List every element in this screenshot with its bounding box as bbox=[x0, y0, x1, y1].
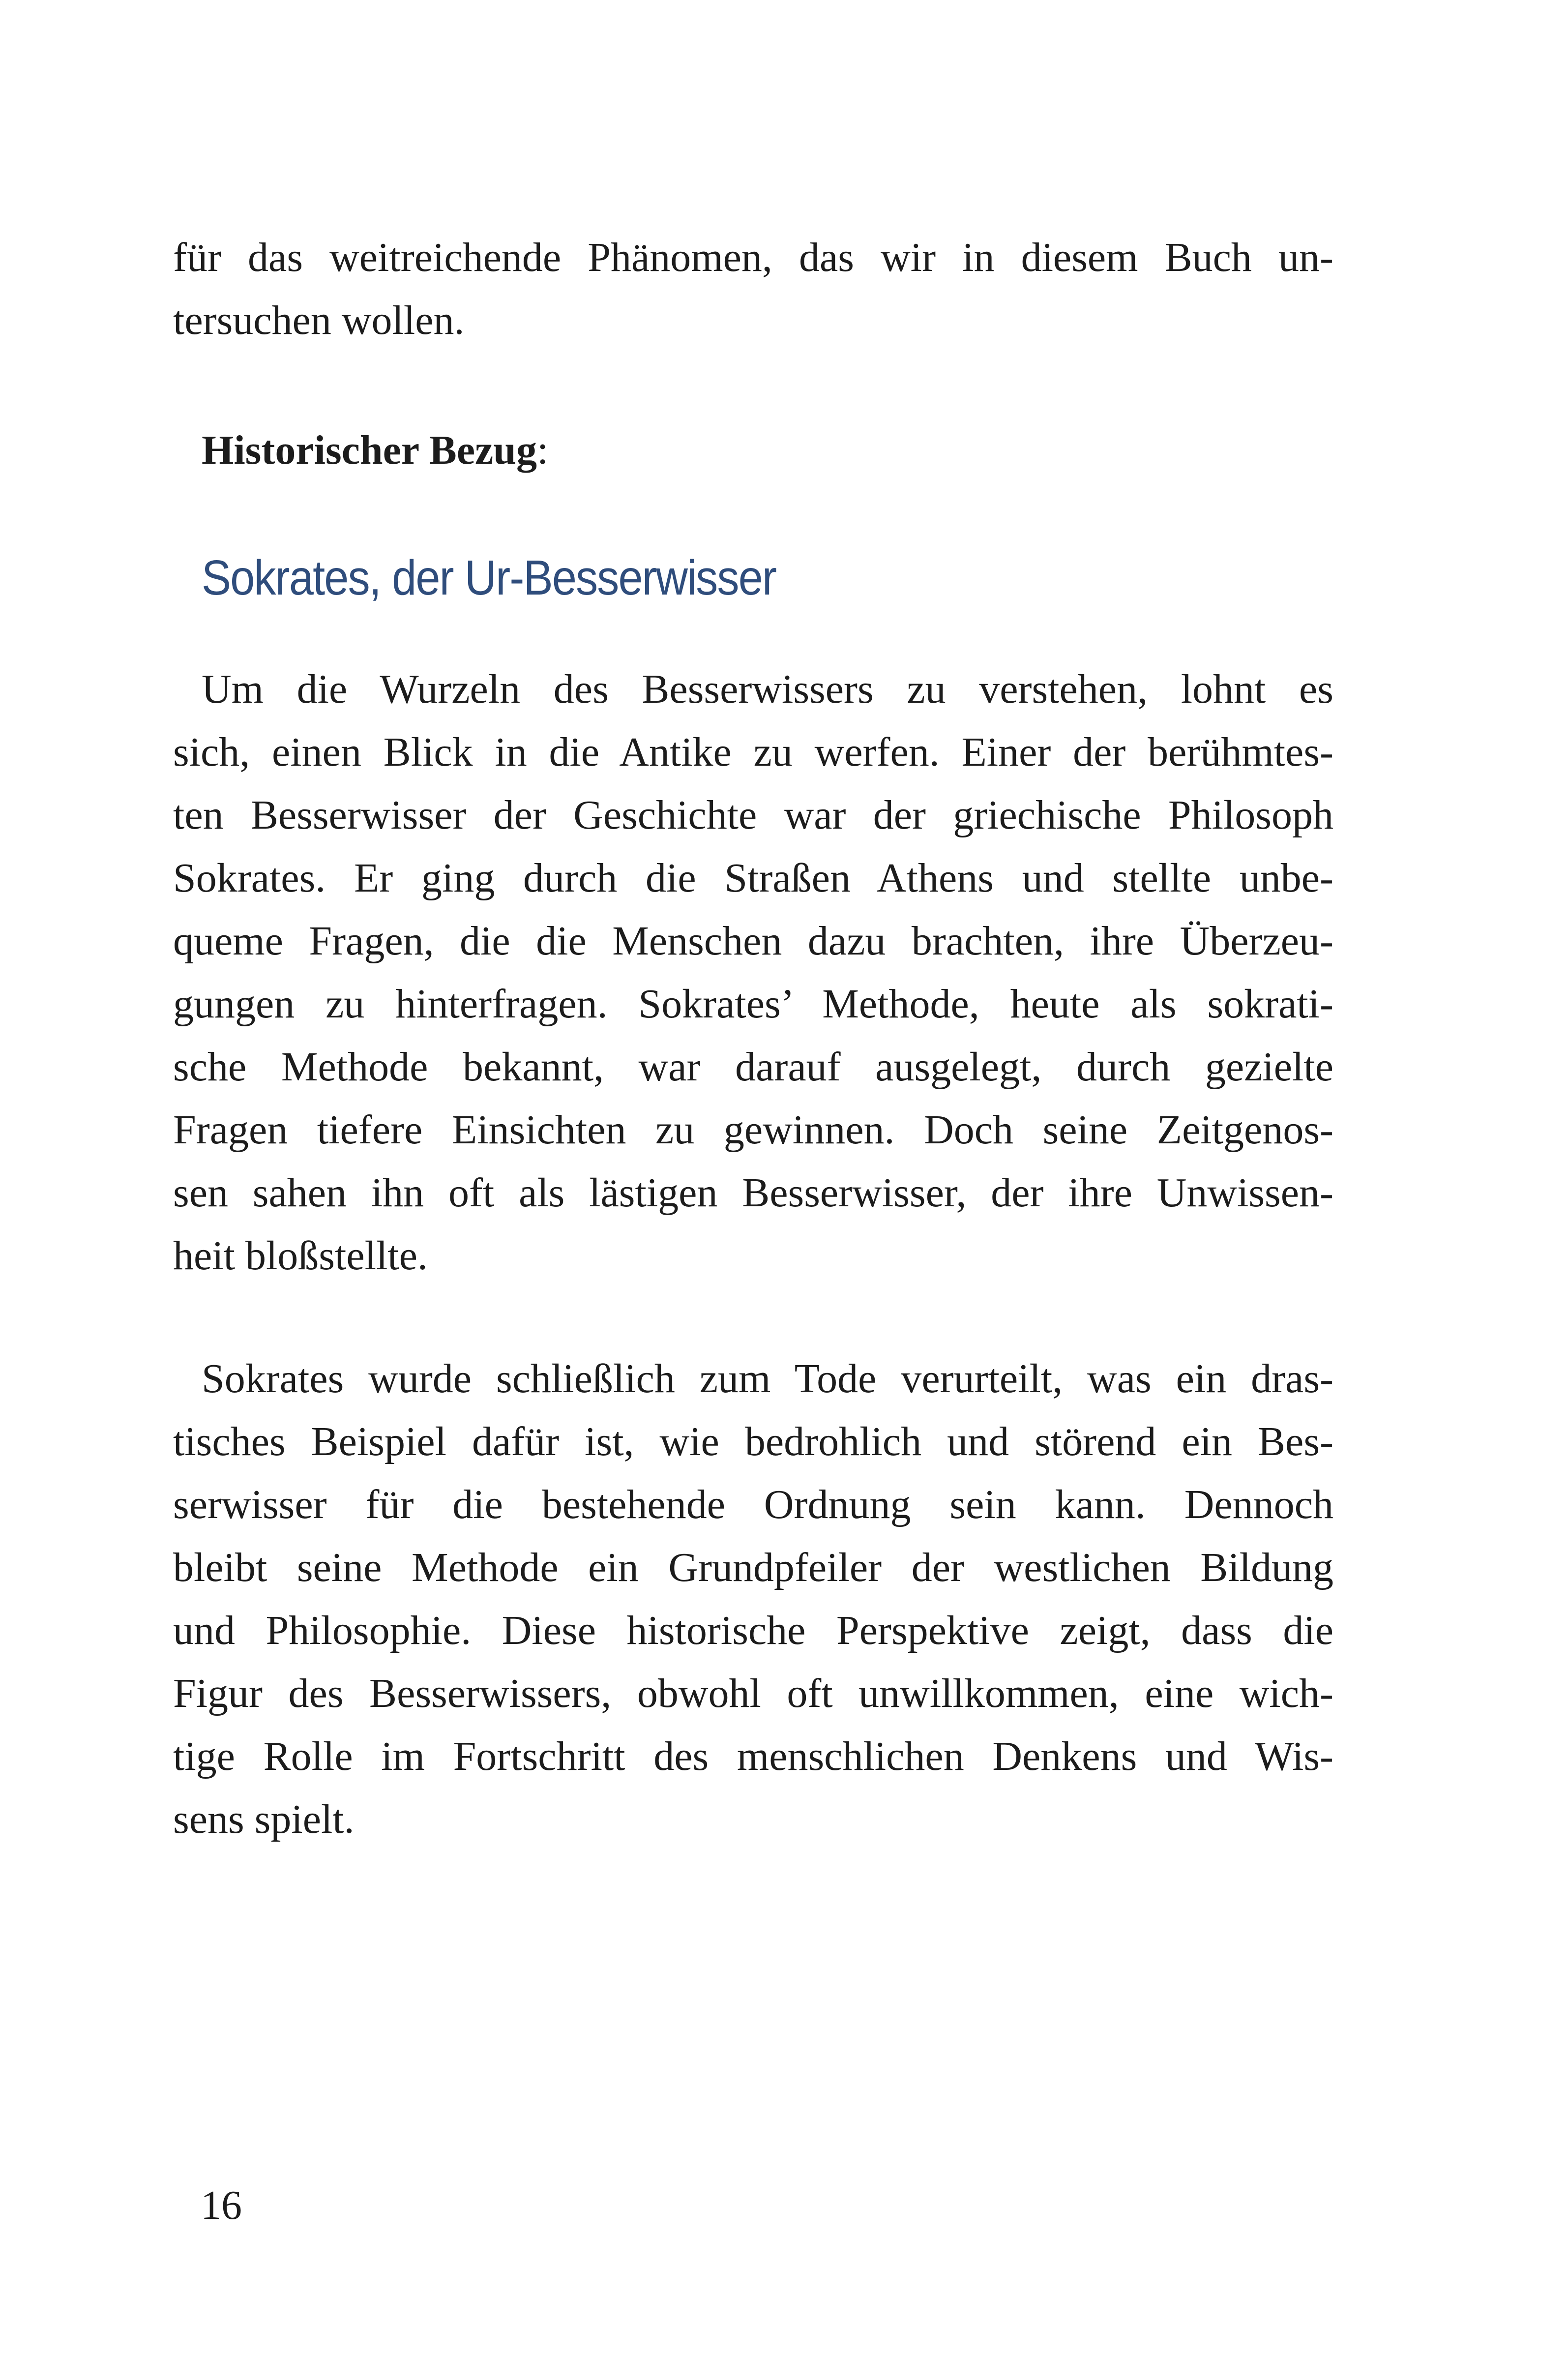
section-title: Sokrates, der Ur-Besserwisser bbox=[202, 550, 776, 605]
paragraph-1-line: Fragen tiefere Einsichten zu gewinnen. Doch seine Zeitgenos- bbox=[173, 1107, 1333, 1153]
paragraph-1-line: Sokrates. Er ging durch die Straßen Athens und stellte unbe- bbox=[173, 855, 1333, 901]
paragraph-1 bbox=[173, 658, 1333, 1287]
intro-line-2: tersuchen wollen. bbox=[173, 298, 465, 343]
intro-line-1: für das weitreichende Phänomen, das wir in diesem Buch un- bbox=[173, 235, 1333, 280]
paragraph-2-line: Sokrates wurde schließlich zum Tode verurteilt, was ein dras- bbox=[202, 1356, 1333, 1402]
paragraph-1-line: sen sahen ihn oft als lästigen Besserwisser, der ihre Unwissen- bbox=[173, 1170, 1333, 1216]
paragraph-2-line: tisches Beispiel dafür ist, wie bedrohlich und störend ein Bes- bbox=[173, 1419, 1333, 1464]
historical-reference-label-bold: Historischer Bezug bbox=[202, 427, 537, 473]
paragraph-1-line: Um die Wurzeln des Besserwissers zu verstehen, lohnt es bbox=[202, 666, 1333, 712]
intro-paragraph bbox=[173, 226, 1333, 352]
paragraph-2-line: Figur des Besserwissers, obwohl oft unwillkommen, eine wich- bbox=[173, 1671, 1333, 1716]
historical-reference-label-colon: : bbox=[537, 427, 549, 473]
historical-reference-label bbox=[202, 419, 548, 482]
paragraph-2-line: bleibt seine Methode ein Grundpfeiler der westlichen Bildung bbox=[173, 1545, 1333, 1590]
paragraph-2-line: tige Rolle im Fortschritt des menschlichen Denkens und Wis- bbox=[173, 1733, 1333, 1779]
paragraph-1-line: heit bloßstellte. bbox=[173, 1233, 428, 1279]
paragraph-2 bbox=[173, 1347, 1333, 1851]
paragraph-1-line: queme Fragen, die die Menschen dazu brachten, ihre Überzeu- bbox=[173, 918, 1333, 964]
paragraph-1-line: gungen zu hinterfragen. Sokrates’ Methode, heute als sokrati- bbox=[173, 981, 1333, 1027]
paragraph-2-line: sens spielt. bbox=[173, 1796, 355, 1842]
paragraph-1-line: ten Besserwisser der Geschichte war der griechische Philosoph bbox=[173, 792, 1333, 838]
page-number: 16 bbox=[201, 2182, 242, 2228]
paragraph-1-line: sich, einen Blick in die Antike zu werfen. Einer der berühmtes- bbox=[173, 729, 1333, 775]
paragraph-1-line: sche Methode bekannt, war darauf ausgelegt, durch gezielte bbox=[173, 1044, 1333, 1090]
paragraph-2-line: serwisser für die bestehende Ordnung sein kann. Dennoch bbox=[173, 1482, 1333, 1527]
paragraph-2-line: und Philosophie. Diese historische Perspektive zeigt, dass die bbox=[173, 1608, 1333, 1653]
